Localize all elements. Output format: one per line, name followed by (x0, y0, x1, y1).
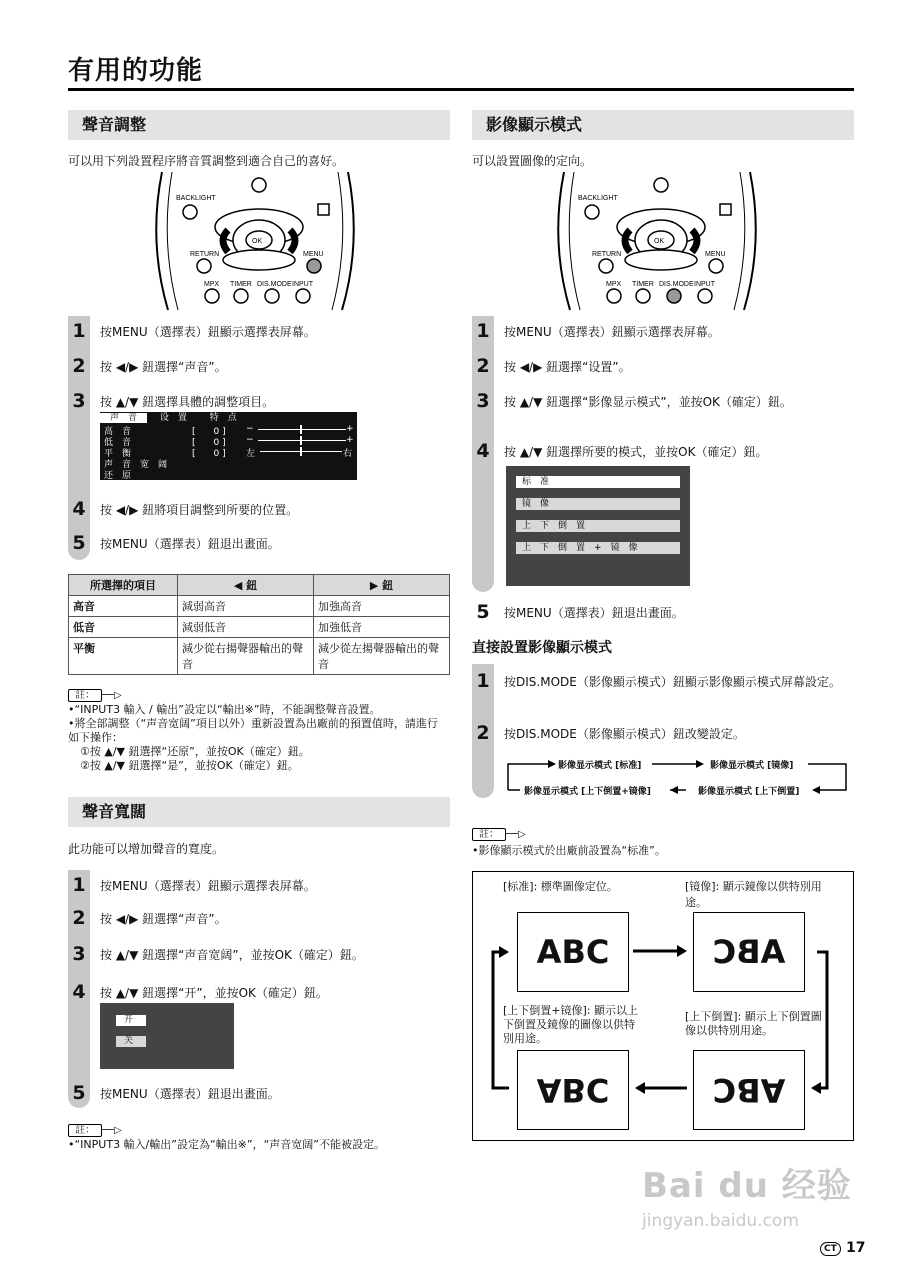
table-cell: 減少從左揚聲器輸出的聲音 (314, 638, 450, 675)
svg-text:BACKLIGHT: BACKLIGHT (578, 195, 618, 202)
osd-row-left: 左 (246, 449, 256, 459)
table-cell: 減弱低音 (178, 617, 314, 638)
svg-text:MENU: MENU (705, 251, 726, 258)
osd-row-label: 低 音 (104, 438, 132, 448)
table-cell: 加強低音 (314, 617, 450, 638)
step-text: 按 ▲/▼ 鈕選擇“影像显示模式”，並按OK（確定）鈕。 (504, 395, 792, 409)
image-mode-osd (506, 466, 690, 586)
flow-label-upside: 影像显示模式 [上下倒置] (698, 787, 800, 797)
step-text: 按MENU（選擇表）鈕退出畫面。 (100, 537, 280, 551)
steps-bar (68, 316, 90, 560)
abc-upside: ABC (693, 1050, 805, 1130)
svg-text:INPUT: INPUT (292, 281, 313, 288)
watermark (642, 1158, 852, 1238)
note-tag: 註： (68, 689, 102, 702)
sound-adjust-table (68, 574, 450, 675)
note-tag: 註： (472, 828, 506, 841)
note-item: ②按 ▲/▼ 鈕選擇“是”，並按OK（確定）鈕。 (80, 759, 299, 772)
svg-text:RETURN: RETURN (190, 251, 220, 258)
step-number: 2 (476, 355, 490, 377)
osd-row-right: + (346, 435, 354, 445)
osd-row-value: [ 0 ] (192, 438, 226, 448)
note-item: •“INPUT3 輸入 / 輸出”設定以“輸出※”時，不能調整聲音設置。 (68, 703, 381, 716)
note-item: •影像顯示模式於出廠前設置為“标准”。 (472, 844, 666, 857)
svg-text:DIS.MODE: DIS.MODE (257, 281, 292, 288)
osd-tab-sound: 声 音 (100, 413, 147, 423)
osd-tab-feature: 特 点 (209, 413, 237, 423)
flow-label-mirror: 影像显示模式 [镜像] (710, 761, 794, 771)
table-header: ▶ 鈕 (314, 575, 450, 596)
osd-item-off: 关 (116, 1036, 146, 1047)
osd-tab-setup: 设 置 (159, 413, 187, 423)
direct-heading: 直接設置影像顯示模式 (472, 640, 612, 656)
svg-text:TIMER: TIMER (230, 281, 252, 288)
osd-row-value: [ 0 ] (192, 427, 226, 437)
sound-osd (100, 412, 357, 480)
step-number: 3 (72, 943, 86, 965)
step-number: 5 (72, 532, 86, 554)
note-label: 註： ──▷ (68, 1118, 122, 1137)
step-number: 4 (72, 498, 86, 520)
sound-wide-heading: 聲音寬闊 (68, 797, 450, 827)
page-number: 17 (846, 1240, 866, 1256)
flow-label-upside-mirror: 影像显示模式 [上下倒置+镜像] (524, 787, 651, 797)
osd-item-on: 开 (116, 1015, 146, 1026)
backlight-label: BACKLIGHT (176, 195, 216, 202)
osd-row-value: [ 0 ] (192, 449, 226, 459)
svg-text:MPX: MPX (606, 281, 622, 288)
note-item: •“INPUT3 輸入/輸出”設定為“輸出※”，“声音宽阔”不能被設定。 (68, 1138, 385, 1151)
step-text: 按 ▲/▼ 鈕選擇“开”，並按OK（確定）鈕。 (100, 986, 328, 1000)
note-item: •將全部調整（“声音宽阔”項目以外）重新設置為出廠前的預置值時，請進行如下操作： (68, 717, 438, 744)
sound-adjust-heading: 聲音調整 (68, 110, 450, 140)
title-rule (68, 88, 854, 91)
table-header: ◀ 鈕 (178, 575, 314, 596)
table-row (69, 596, 450, 617)
osd-row-left: − (246, 435, 254, 445)
table-row (69, 617, 450, 638)
abc-standard: ABC (517, 912, 629, 992)
osd-item: 上 下 倒 置 (516, 520, 680, 532)
step-number: 4 (72, 981, 86, 1003)
page-title: 有用的功能 (68, 56, 204, 86)
step-number: 1 (476, 670, 490, 692)
step-text: 按 ▲/▼ 鈕選擇所要的模式，並按OK（確定）鈕。 (504, 445, 768, 459)
image-mode-heading: 影像顯示模式 (472, 110, 854, 140)
step-number: 1 (72, 874, 86, 896)
step-number: 3 (72, 390, 86, 412)
diagram-arrows (473, 872, 853, 1140)
watermark-url: jingyan.baidu.com (642, 1211, 799, 1231)
osd-item: 上 下 倒 置 + 镜 像 (516, 542, 680, 554)
step-text: 按 ◀/▶ 鈕將項目調整到所要的位置。 (100, 503, 299, 517)
osd-row-label: 声 音 宽 阔 (104, 460, 168, 470)
flow-label-standard: 影像显示模式 [标准] (558, 761, 642, 771)
step-text: 按 ◀/▶ 鈕選擇“设置”。 (504, 360, 631, 374)
step-number: 1 (72, 320, 86, 342)
remote-diagram-sound (150, 172, 360, 312)
svg-text:TIMER: TIMER (632, 281, 654, 288)
osd-item: 标 准 (516, 476, 680, 488)
diagram-label-upside: [上下倒置]: 顯示上下倒置圖像以供特別用途。 (685, 1010, 822, 1037)
note-tag: 註： (68, 1124, 102, 1137)
remote-diagram-image (552, 172, 762, 312)
page-language-badge: CT (820, 1242, 841, 1256)
step-text: 按MENU（選擇表）鈕退出畫面。 (100, 1087, 280, 1101)
step-number: 2 (476, 722, 490, 744)
osd-row-label: 高 音 (104, 427, 132, 437)
note-label: 註： ──▷ (68, 683, 122, 702)
osd-row-right: 右 (343, 449, 353, 459)
step-text: 按MENU（選擇表）鈕顯示選擇表屏幕。 (504, 325, 720, 339)
diagram-label-mirror: [镜像]: 顯示鏡像以供特別用途。 (685, 880, 822, 909)
step-text: 按 ▲/▼ 鈕選擇“声音宽阔”，並按OK（確定）鈕。 (100, 948, 364, 962)
sound-wide-intro: 此功能可以增加聲音的寬度。 (68, 842, 225, 856)
osd-row-left: − (246, 424, 254, 434)
diagram-label-standard: [标准]: 標準圖像定位。 (503, 880, 618, 893)
svg-text:INPUT: INPUT (694, 281, 715, 288)
step-number: 2 (72, 907, 86, 929)
abc-upside-mirror: ABC (517, 1050, 629, 1130)
svg-text:MENU: MENU (303, 251, 324, 258)
image-mode-intro: 可以設置圖像的定向。 (472, 154, 593, 168)
step-text: 按MENU（選擇表）鈕退出畫面。 (504, 606, 684, 620)
svg-text:OK: OK (252, 238, 263, 245)
step-text: 按DIS.MODE（影像顯示模式）鈕改變設定。 (504, 727, 745, 741)
table-cell: 高音 (69, 596, 178, 617)
table-cell: 減弱高音 (178, 596, 314, 617)
step-text: 按MENU（選擇表）鈕顯示選擇表屏幕。 (100, 879, 316, 893)
image-mode-diagram (472, 871, 854, 1141)
diagram-label-upside-mirror: [上下倒置+镜像]: 顯示以上下倒置及鏡像的圖像以供特別用途。 (503, 1004, 639, 1045)
osd-row-label: 还 原 (104, 471, 132, 481)
step-text: 按 ◀/▶ 鈕選擇“声音”。 (100, 360, 227, 374)
watermark-brand: Bai du 经验 (642, 1166, 852, 1206)
svg-text:OK: OK (654, 238, 665, 245)
sound-wide-osd (100, 1003, 234, 1069)
step-number: 3 (476, 390, 490, 412)
note-item: ①按 ▲/▼ 鈕選擇“还原”，並按OK（確定）鈕。 (80, 745, 310, 758)
osd-item: 镜 像 (516, 498, 680, 510)
table-header: 所選擇的項目 (69, 575, 178, 596)
note-label: 註： ──▷ (472, 822, 526, 841)
step-number: 5 (72, 1082, 86, 1104)
step-number: 1 (476, 320, 490, 342)
osd-row-label: 平 衡 (104, 449, 132, 459)
step-number: 2 (72, 355, 86, 377)
step-text: 按 ◀/▶ 鈕選擇“声音”。 (100, 912, 227, 926)
sound-adjust-intro: 可以用下列設置程序將音質調整到適合自己的喜好。 (68, 154, 345, 168)
table-cell: 低音 (69, 617, 178, 638)
svg-text:RETURN: RETURN (592, 251, 622, 258)
table-cell: 平衡 (69, 638, 178, 675)
table-cell: 加強高音 (314, 596, 450, 617)
step-number: 4 (476, 440, 490, 462)
step-text: 按MENU（選擇表）鈕顯示選擇表屏幕。 (100, 325, 316, 339)
table-cell: 減少從右揚聲器輸出的聲音 (178, 638, 314, 675)
table-row (69, 638, 450, 675)
step-number: 5 (476, 601, 490, 623)
osd-row-right: + (346, 424, 354, 434)
sound-adjust-notes (68, 703, 448, 773)
svg-text:DIS.MODE: DIS.MODE (659, 281, 694, 288)
abc-mirror: ABC (693, 912, 805, 992)
svg-text:MPX: MPX (204, 281, 220, 288)
step-text: 按 ▲/▼ 鈕選擇具體的調整項目。 (100, 395, 275, 409)
step-text: 按DIS.MODE（影像顯示模式）鈕顯示影像顯示模式屏幕設定。 (504, 675, 841, 689)
